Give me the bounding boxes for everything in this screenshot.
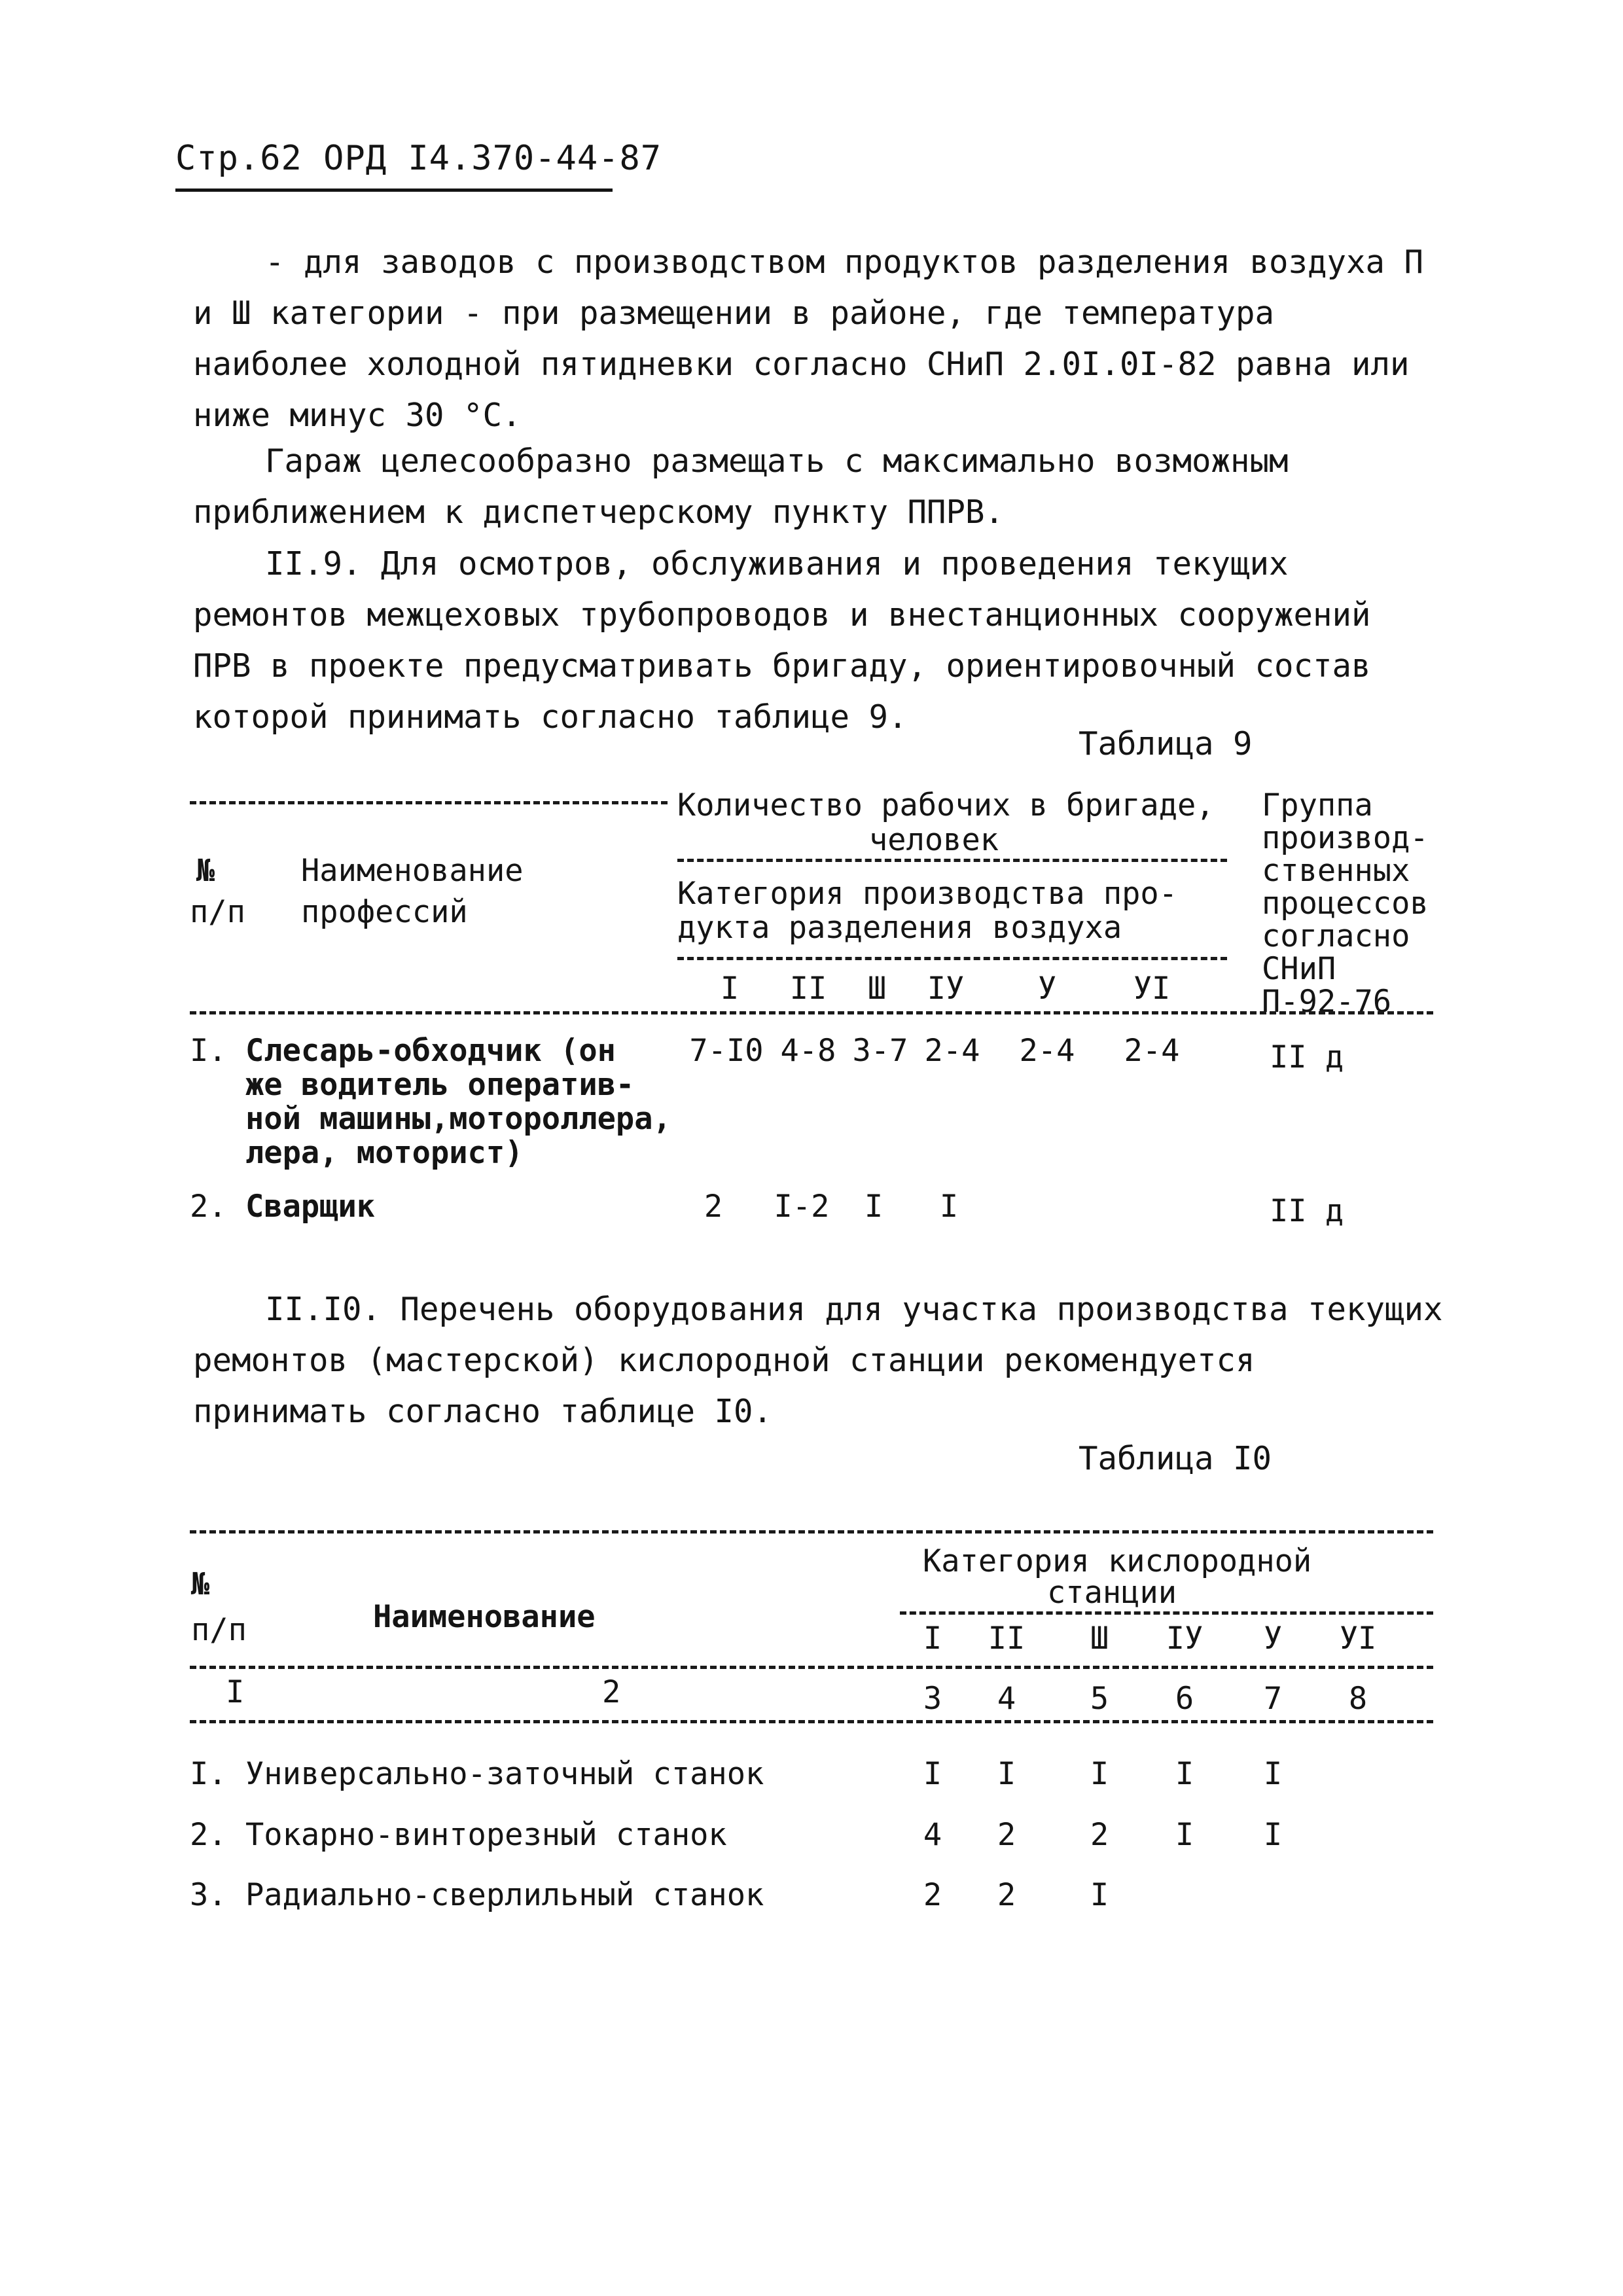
- table10-cat-V: У: [1263, 1621, 1283, 1657]
- table10-row-1-val-5: I: [1263, 1756, 1283, 1792]
- table9-header-num-2: п/п: [190, 894, 245, 930]
- table10-row-2-num: 2.: [190, 1817, 227, 1853]
- table10-colnum-6: 6: [1175, 1681, 1194, 1717]
- table10-colnum-8: 8: [1348, 1681, 1368, 1717]
- table9-cat-IV: IУ: [927, 971, 965, 1007]
- table9-header-group-1: Группа: [1262, 787, 1373, 823]
- table10-row-1-val-1: I: [923, 1756, 942, 1792]
- table9-header-name: Наименование: [301, 853, 524, 889]
- table10-header-rule: [190, 1666, 1433, 1669]
- table10-header-num-2: п/п: [191, 1612, 247, 1648]
- table10-row-3-val-2: 2: [997, 1877, 1016, 1913]
- table9-header-group-7: П-92-76: [1262, 984, 1392, 1020]
- table9-header-count-unit: человек: [869, 822, 999, 858]
- header-underline: [175, 188, 613, 192]
- table10-cat-III: Ш: [1090, 1621, 1109, 1657]
- table9-row-1-val-6: 2-4: [1124, 1033, 1180, 1069]
- table9-row-2-num: 2.: [190, 1189, 227, 1225]
- table9-row-2-val-2: I-2: [774, 1189, 830, 1225]
- table9-row-1-group: II д: [1270, 1039, 1344, 1075]
- paragraph-3: II.9. Для осмотров, обслуживания и проведения текущих ремонтов межцеховых трубопроводов и внестанционных сооружений ПРВ в проекте предусматривать бригаду, ориентировочный состав которой принимать согласно таблице 9.: [193, 545, 1371, 736]
- table10-row-2-val-2: 2: [997, 1817, 1016, 1853]
- table10-cat-I: I: [923, 1621, 942, 1657]
- table10-top-rule: [190, 1530, 1433, 1534]
- table9-row-2-group: II д: [1270, 1193, 1344, 1229]
- table10-row-2-val-1: 4: [923, 1817, 942, 1853]
- table9-header-count: Количество рабочих в бригаде,: [677, 787, 1215, 823]
- table9-cat-III: Ш: [867, 971, 887, 1007]
- table9-cat-I: I: [720, 971, 740, 1007]
- table9-header-category-2: дукта разделения воздуха: [677, 910, 1122, 946]
- table9-count-rule: [677, 859, 1227, 862]
- table9-row-1-name-2: же водитель оператив-: [245, 1067, 635, 1103]
- table9-row-2-val-4: I: [939, 1189, 959, 1225]
- table10-colnum-4: 4: [997, 1681, 1016, 1717]
- table10-row-1-name: Универсально-заточный станок: [245, 1756, 764, 1792]
- table10-row-2-name: Токарно-винторезный станок: [245, 1817, 727, 1853]
- table10-header-category-2: станции: [1047, 1575, 1177, 1611]
- table10-row-2-val-5: I: [1263, 1817, 1283, 1853]
- table10-row-2-val-4: I: [1175, 1817, 1194, 1853]
- table9-row-2-val-3: I: [864, 1189, 883, 1225]
- table9-row-1-num: I.: [190, 1033, 227, 1069]
- table10-header-name: Наименование: [373, 1599, 596, 1635]
- table10-row-1-val-2: I: [997, 1756, 1016, 1792]
- paragraph-2: Гараж целесообразно размещать с максимально возможным приближением к диспетчерскому пункту ППРВ.: [193, 442, 1289, 531]
- table10-row-2-val-3: 2: [1090, 1817, 1109, 1853]
- table10-cat-VI: УI: [1339, 1621, 1377, 1657]
- table9-header-group-2: производ-: [1262, 820, 1429, 856]
- table10-colnum-7: 7: [1263, 1681, 1283, 1717]
- table9-row-1-val-3: 3-7: [852, 1033, 908, 1069]
- table9-row-1-val-5: 2-4: [1019, 1033, 1075, 1069]
- table10-row-1-val-3: I: [1090, 1756, 1109, 1792]
- table9-row-1-val-2: 4-8: [780, 1033, 836, 1069]
- table9-header-group-5: согласно: [1262, 918, 1410, 954]
- table10-header-category: Категория кислородной: [923, 1543, 1312, 1579]
- table10-row-3-num: 3.: [190, 1877, 227, 1913]
- table10-colnum-1: I: [226, 1674, 245, 1710]
- table9-caption: Таблица 9: [1079, 725, 1253, 762]
- table10-row-3-val-3: I: [1090, 1877, 1109, 1913]
- table9-header-group-6: СНиП: [1262, 951, 1336, 987]
- table9-row-1-name-3: ной машины,мотороллера,: [245, 1101, 671, 1137]
- table9-cat-VI: УI: [1133, 971, 1171, 1007]
- table10-caption: Таблица I0: [1079, 1440, 1272, 1477]
- table9-top-rule: [190, 801, 668, 804]
- table10-cat-II: II: [988, 1621, 1026, 1657]
- table10-colnum-5: 5: [1090, 1681, 1109, 1717]
- table10-header-num: №: [191, 1566, 210, 1602]
- page-header: Стр.62 ОРД I4.370-44-87: [175, 139, 662, 178]
- table10-row-3-val-1: 2: [923, 1877, 942, 1913]
- table9-header-bottom-rule: [190, 1011, 1433, 1014]
- table9-header-group-4: процессов: [1262, 886, 1429, 922]
- table9-cat-II: II: [789, 971, 827, 1007]
- table9-cat-V: У: [1037, 971, 1057, 1007]
- table10-row-1-num: I.: [190, 1756, 227, 1792]
- table9-header-num: №: [196, 853, 215, 889]
- table9-row-1-val-4: 2-4: [924, 1033, 980, 1069]
- table9-header-name-2: профессий: [301, 894, 468, 930]
- table10-category-rule: [900, 1611, 1433, 1615]
- paragraph-4: II.I0. Перечень оборудования для участка производства текущих ремонтов (мастерской) кислородной станции рекомендуется принимать согласно таблице I0.: [193, 1291, 1443, 1430]
- table10-colnum-3: 3: [923, 1681, 942, 1717]
- table9-row-1-name-1: Слесарь-обходчик (он: [245, 1033, 616, 1069]
- table10-colnum-rule: [190, 1720, 1433, 1723]
- table9-header-category-1: Категория производства про-: [677, 876, 1178, 912]
- table10-cat-IV: IУ: [1166, 1621, 1204, 1657]
- paragraph-1: - для заводов с производством продуктов разделения воздуха П и Ш категории - при размещении в районе, где температура наиболее холодной пятидневки согласно СНиП 2.0I.0I-82 равна или ниже минус 30 °С.: [193, 243, 1424, 434]
- table10-row-3-name: Радиально-сверлильный станок: [245, 1877, 764, 1913]
- table10-row-1-val-4: I: [1175, 1756, 1194, 1792]
- table10-colnum-2: 2: [602, 1674, 621, 1710]
- table9-row-1-val-1: 7-I0: [689, 1033, 764, 1069]
- table9-header-group-3: ственных: [1262, 853, 1410, 889]
- table9-row-1-name-4: лера, моторист): [245, 1135, 524, 1171]
- table9-row-2-name-1: Сварщик: [245, 1189, 376, 1225]
- table9-category-rule: [677, 957, 1227, 960]
- table9-row-2-val-1: 2: [704, 1189, 723, 1225]
